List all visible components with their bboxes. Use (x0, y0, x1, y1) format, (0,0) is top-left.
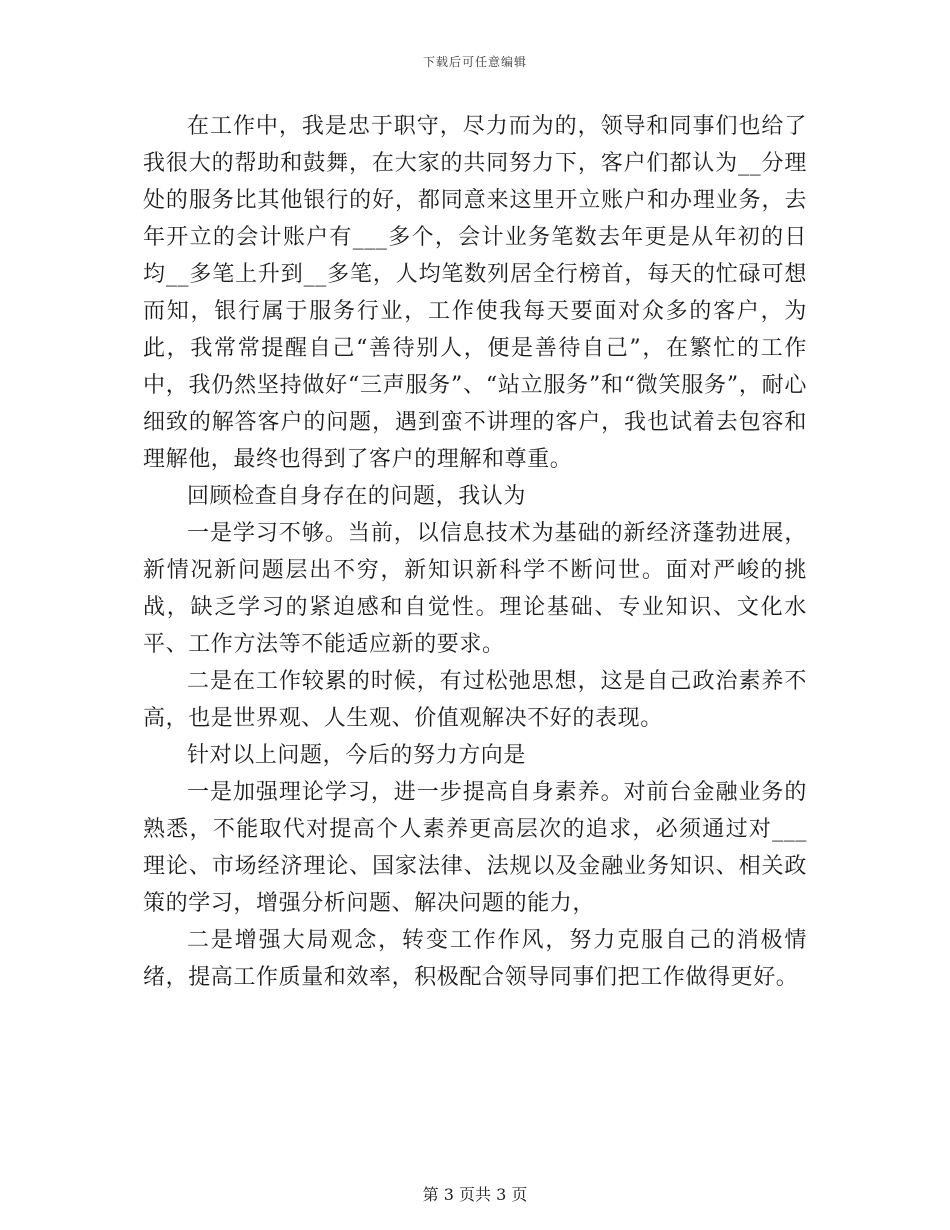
paragraph-work-service: 在工作中，我是忠于职守，尽力而为的，领导和同事们也给了我很大的帮助和鼓舞，在大家的共同努力下，客户们都认为__分理处的服务比其他银行的好，都同意来这里开立账户和办理业务，去年开立的会计账户有___多个，会计业务笔数去年更是从年初的日均__多笔上升到__多笔，人均笔数列居全行榜首，每天的忙碌可想而知，银行属于服务行业，工作使我每天要面对众多的客户，为此，我常常提醒自己“善待别人，便是善待自己”，在繁忙的工作中，我仍然坚持做好“三声服务”、“站立服务”和“微笑服务”，耐心细致的解答客户的问题，遇到蛮不讲理的客户，我也试着去包容和理解他，最终也得到了客户的理解和尊重。 (143, 114, 807, 472)
paragraph-problems-intro: 回顾检查自身存在的问题，我认为 (187, 484, 527, 509)
paragraph-direction-theory: 一是加强理论学习，进一步提高自身素养。对前台金融业务的熟悉，不能取代对提高个人素养更高层次的追求，必须通过对___理论、市场经济理论、国家法律、法规以及金融业务知识、相关政策的学习，增强分析问题、解决问题的能力， (143, 780, 807, 916)
paragraph-direction-intro: 针对以上问题，今后的努力方向是 (187, 743, 527, 768)
paragraph-direction-overall: 二是增强大局观念，转变工作作风，努力克服自己的消极情绪，提高工作质量和效率，积极配合领导同事们把工作做得更好。 (143, 928, 807, 990)
page-header: 下载后可任意编辑 (422, 55, 527, 69)
page-number: 第 3 页共 3 页 (422, 1185, 528, 1204)
paragraph-problem-attitude: 二是在工作较累的时候，有过松弛思想，这是自己政治素养不高，也是世界观、人生观、价值观解决不好的表现。 (143, 669, 807, 731)
document-body (143, 108, 807, 996)
paragraph-problem-study: 一是学习不够。当前，以信息技术为基础的新经济蓬勃进展，新情况新问题层出不穷，新知识新科学不断问世。面对严峻的挑战，缺乏学习的紧迫感和自觉性。理论基础、专业知识、文化水平、工作方法等不能适应新的要求。 (143, 521, 807, 657)
